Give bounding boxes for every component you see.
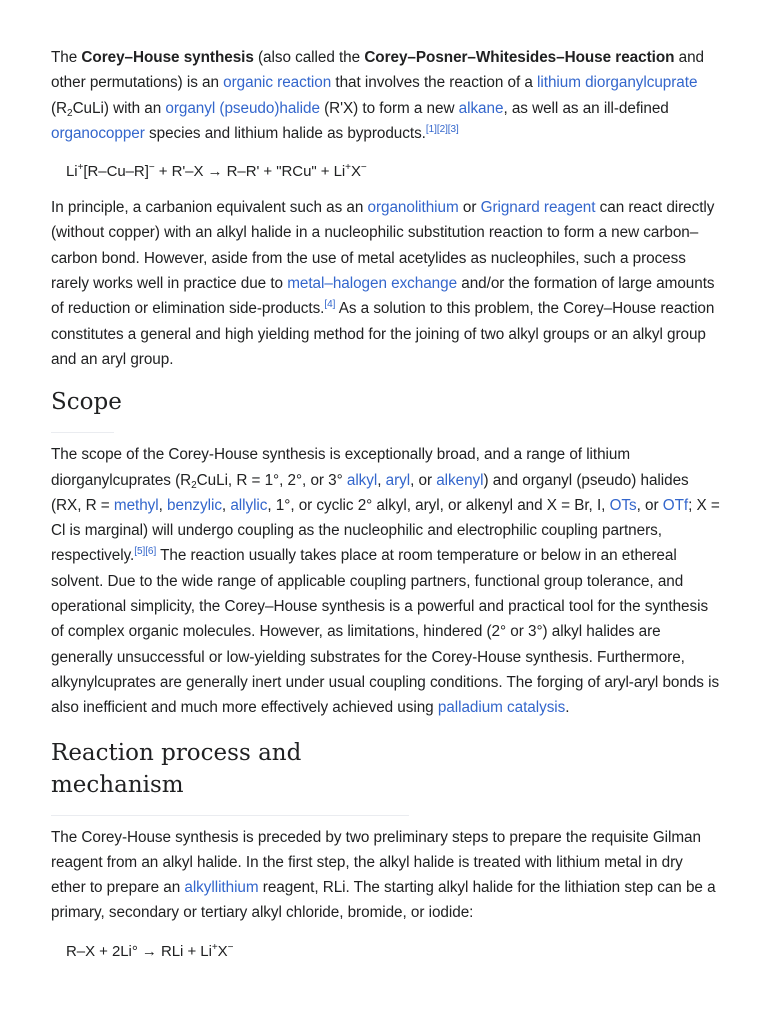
intro-paragraph: The Corey–House synthesis (also called the Corey–Posner–Whitesides–House reaction and other permutations) is an organic reaction that involves the reaction of a lithium diorganylcuprate $(R_2CuLi)$ with an organyl (pseudo)halide (R'X) to form a new alkane, as well as an ill-defined organocopper species and lithium halide as byproducts.[1][2][3] <box>51 49 704 142</box>
link-alkenyl[interactable]: alkenyl <box>436 471 484 489</box>
link-lithium-diorganylcuprate[interactable]: lithium diorganylcuprate <box>537 74 698 92</box>
link-ots[interactable]: OTs <box>609 496 637 514</box>
scope-paragraph: The scope of the Corey-House synthesis is exceptionally broad, and a range of lithium diorganylcuprates ($R_2CuLi$, R = 1°, 2°, or 3° alkyl, aryl, or alkenyl) and organyl (pseudo) halides (RX, R = methyl, benzylic, allylic, 1°, or cyclic 2° alkyl, aryl, or alkenyl and X = Br, I, OTs, or OTf; X = Cl is marginal) will undergo coupling as the nucleophilic and electrophilic coupling partners, respectively.[5][6] The reaction usually takes place at room temperature or below in an ethereal solvent. Due to the wide range of applicable coupling partners, functional group tolerance, and operational simplicity, the Corey–House synthesis is a powerful and practical tool for the synthesis of complex organic molecules. However, as limitations, hindered (2° or 3°) alkyl halides are generally unsuccessful or low-yielding substrates for the Corey-House synthesis. Furthermore, alkynylcuprates are generally inert under usual coupling conditions. The forging of aryl-aryl bonds is also inefficient and much more effectively achieved using palladium catalysis. <box>51 446 720 717</box>
mechanism-heading: Reaction process and mechanism <box>51 737 409 816</box>
link-otf[interactable]: OTf <box>662 496 689 514</box>
mechanism-paragraph: The Corey-House synthesis is preceded by two preliminary steps to prepare the requisite Gilman reagent from an alkyl halide. In the first step, the alkyl halide is treated with lithium metal in dry ether to prepare an alkyllithium reagent, RLi. The starting alkyl halide for the lithiation step can be a primary, secondary or tertiary alkyl chloride, bromide, or iodide: <box>51 828 716 922</box>
link-allylic[interactable]: allylic <box>230 496 268 514</box>
link-alkyl[interactable]: alkyl <box>346 471 378 489</box>
scope-heading-wrap <box>51 386 721 433</box>
link-organyl-pseudohalide[interactable]: organyl (pseudo)halide <box>165 99 320 117</box>
reference-links-5-6[interactable]: [5][6] <box>134 546 157 558</box>
article-content <box>51 45 721 964</box>
link-organic-reaction[interactable]: organic reaction <box>223 74 332 92</box>
principle-paragraph: In principle, a carbanion equivalent such as an organolithium or Grignard reagent can react directly (without copper) with an alkyl halide in a nucleophilic substitution reaction to form a new carbon–carbon bond. However, aside from the use of metal acetylides as nucleophiles, such a process rarely works well in practice due to metal–halogen exchange and/or the formation of large amounts of reduction or elimination side-products.[4] As a solution to this problem, the Corey–House reaction constitutes a general and high yielding method for the joining of two alkyl groups or an alkyl group and an aryl group. <box>51 199 715 368</box>
bold-title: Corey–House synthesis <box>81 49 254 66</box>
reference-link-4[interactable]: [4] <box>324 299 336 311</box>
link-grignard-reagent[interactable]: Grignard reagent <box>480 199 596 217</box>
link-organocopper[interactable]: organocopper <box>51 124 145 142</box>
link-metal-halogen-exchange[interactable]: metal–halogen exchange <box>287 275 458 293</box>
link-aryl[interactable]: aryl <box>385 471 411 489</box>
lithiation-equation: R–X + 2Li° → RLi + Li+X− <box>66 941 234 960</box>
bold-alt-name: Corey–Posner–Whitesides–House reaction <box>364 49 675 66</box>
link-organolithium[interactable]: organolithium <box>367 199 459 217</box>
link-palladium-catalysis[interactable]: palladium catalysis <box>437 699 566 717</box>
scope-heading: Scope <box>51 386 114 433</box>
link-benzylic[interactable]: benzylic <box>167 496 222 514</box>
link-alkyllithium[interactable]: alkyllithium <box>184 879 259 897</box>
link-methyl[interactable]: methyl <box>113 496 159 514</box>
reaction-equation: Li+[R–Cu–R]− + R'–X → R–R' + "RCu" + Li+X− <box>66 162 367 181</box>
mechanism-heading-wrap <box>51 737 721 816</box>
reference-links[interactable]: [1][2][3] <box>425 123 459 135</box>
link-alkane[interactable]: alkane <box>458 99 504 117</box>
